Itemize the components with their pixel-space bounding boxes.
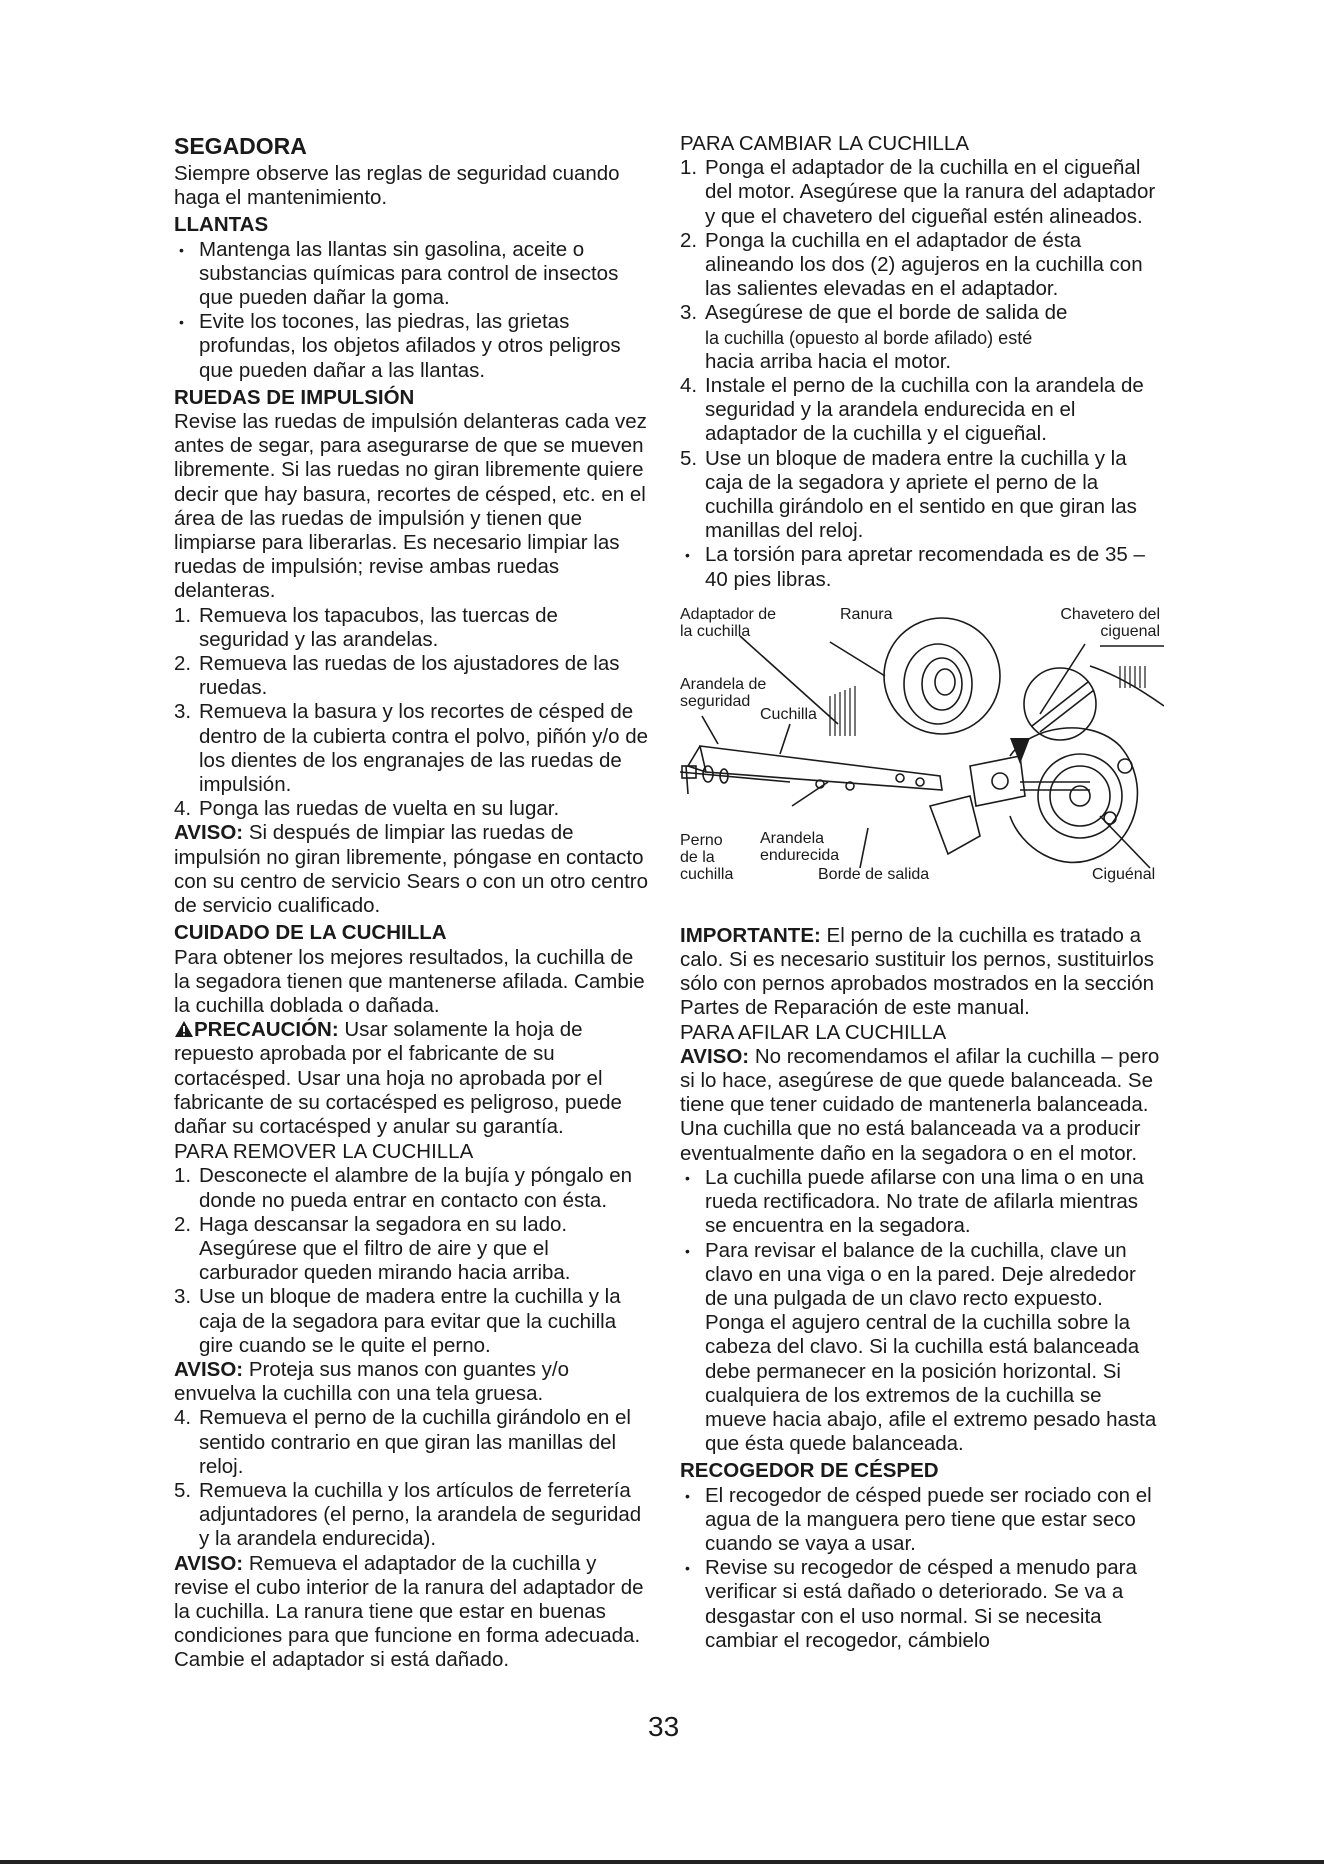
heading-afilar: PARA AFILAR LA CUCHILLA [680, 1020, 947, 1044]
list-item: 5. Remueva la cuchilla y los artículos de ferretería adjuntadores (el perno, la arandela de seguridad y la arandela endurecida). [174, 1478, 642, 1551]
heading-cuidado: CUIDADO DE LA CUCHILLA [174, 921, 447, 945]
list-item: 2. Haga descansar la segadora en su lado. Asegúrese que el filtro de aire y que el carburador queden mirando hacia arriba. [174, 1212, 571, 1285]
heading-ruedas: RUEDAS DE IMPULSIÓN [174, 385, 415, 409]
afilar-list [680, 1166, 1164, 1456]
left-column [174, 132, 650, 1673]
recogedor-list [680, 1484, 1164, 1653]
list-item: • La torsión para apretar recomendada es de 35 – 40 pies libras. [680, 543, 1164, 591]
list-item: 2. Remueva las ruedas de los ajustadores de las ruedas. [174, 652, 620, 700]
list-item: 3. Asegúrese de que el borde de salida de la cuchilla (opuesto al borde afilado) esté hacia arriba hacia el motor. [680, 301, 1068, 373]
label-perno: Perno de la cuchilla [680, 831, 734, 883]
bottom-rule [0, 1860, 1324, 1864]
list-item: 3. Remueva la basura y los recortes de césped de dentro de la cubierta contra el polvo, piñón y/o de los dientes de los engranajes de las ruedas de impulsión. [174, 700, 649, 797]
label-arandela-endurecida: Arandela endurecida [760, 829, 840, 864]
page-number: 33 [648, 1711, 680, 1742]
label-borde: Borde de salida [818, 865, 930, 883]
label-ciguenal: Ciguénal [1092, 865, 1156, 883]
list-item: • Mantenga las llantas sin gasolina, aceite o substancias químicas para control de insectos que pueden dañar la goma. [174, 238, 650, 311]
list-item: 4. Remueva el perno de la cuchilla girándolo en el sentido contrario en que giran las manillas del reloj. [174, 1406, 631, 1478]
cuidado-paragraph: Para obtener los mejores resultados, la cuchilla de la segadora tienen que mantenerse afilada. Cambie la cuchilla doblada o dañada. [174, 945, 645, 1017]
label-chavetero: Chavetero del ciguenal [1060, 605, 1160, 640]
ruedas-steps [174, 604, 650, 822]
section-title-segadora: SEGADORA [174, 133, 307, 159]
blade-assembly-figure [680, 606, 1164, 912]
ruedas-paragraph: Revise las ruedas de impulsión delanteras cada vez antes de segar, para asegurarse de que se mueven libremente. Si las ruedas no giran libremente quiere decir que hay basura, recortes de césped, etc. en el área de las ruedas de impulsión y tienen que limpiarse para liberarlas. Es necesario limpiar las ruedas de impulsión; revise ambas ruedas delanteras. [174, 410, 647, 603]
label-cuchilla: Cuchilla [760, 705, 817, 723]
cambiar-steps [680, 156, 1164, 543]
remover-steps-b [174, 1406, 650, 1551]
label-arandela-seguridad: Arandela de seguridad [680, 675, 767, 710]
list-item: 1. Remueva los tapacubos, las tuercas de seguridad y las arandelas. [174, 603, 558, 651]
label-adaptador: Adaptador de la cuchilla [680, 605, 777, 640]
remover-steps-a [174, 1164, 650, 1358]
ruedas-notice: AVISO: Si después de limpiar las ruedas de impulsión no giran libremente, póngase en contacto con su centro de servicio Sears o con un otro centro de servicio cualificado. [174, 821, 649, 918]
list-item: • La cuchilla puede afilarse con una lima o en una rueda rectificadora. No trate de afilarla mientras se encuentra en la segadora. [680, 1166, 1164, 1239]
list-item: 3. Use un bloque de madera entre la cuchilla y la caja de la segadora para evitar que la cuchilla gire cuando se le quite el perno. [174, 1285, 621, 1357]
remover-notice-1: AVISO: Proteja sus manos con guantes y/o envuelva la cuchilla con una tela gruesa. [174, 1357, 570, 1406]
list-item: 1. Desconecte el alambre de la bujía y póngalo en donde no pueda entrar en contacto con ésta. [174, 1164, 633, 1212]
heading-cambiar: PARA CAMBIAR LA CUCHILLA [680, 132, 969, 155]
warning-icon [174, 1020, 194, 1038]
intro-paragraph: Siempre observe las reglas de seguridad cuando haga el mantenimiento. [174, 162, 620, 210]
list-item: 1. Ponga el adaptador de la cuchilla en el cigueñal del motor. Asegúrese que la ranura del adaptador y que el chavetero del cigueñal estén alineados. [680, 156, 1156, 228]
remover-notice-2: AVISO: Remueva el adaptador de la cuchilla y revise el cubo interior de la ranura del adaptador de la cuchilla. La ranura tiene que estar en buenas condiciones para que funcione en forma adecuada. Cambie el adaptador si está dañado. [174, 1551, 644, 1672]
list-item: • Para revisar el balance de la cuchilla, clave un clavo en una viga o en la pared. Deje alrededor de una pulgada de un clavo recto expuesto. Ponga el agujero central de la cuchilla sobre la cabeza del clavo. Si la cuchilla está balanceada debe permanecer en la posición horizontal. Si cualquiera de los extremos de la cuchilla se mueve hacia abajo, afile el extremo pesado hasta que ésta quede balanceada. [680, 1239, 1164, 1457]
right-column [680, 132, 1164, 1653]
list-item: • El recogedor de césped puede ser rociado con el agua de la manguera pero tiene que estar seco cuando se vaya a usar. [680, 1484, 1164, 1557]
list-item: 2. Ponga la cuchilla en el adaptador de ésta alineando los dos (2) agujeros en la cuchilla con las salientes elevadas en el adaptador. [680, 228, 1143, 301]
heading-remover: PARA REMOVER LA CUCHILLA [174, 1140, 474, 1164]
label-ranura: Ranura [840, 605, 893, 623]
list-item: • Revise su recogedor de césped a menudo para verificar si está dañado o deteriorado. Se va a desgastar con el uso normal. Si se necesita cambiar el recogedor, cámbielo [680, 1556, 1164, 1653]
torque-list [680, 543, 1164, 591]
heading-llantas: LLANTAS [174, 213, 269, 237]
list-item: 5. Use un bloque de madera entre la cuchilla y la caja de la segadora y apriete el perno de la cuchilla girándolo en el sentido en que giran las manillas del reloj. [680, 446, 1137, 543]
list-item: 4. Ponga las ruedas de vuelta en su lugar. [174, 797, 560, 821]
heading-recogedor: RECOGEDOR DE CÉSPED [680, 1459, 939, 1483]
caution-paragraph: PRECAUCIÓN: Usar solamente la hoja de repuesto aprobada por el fabricante de su cortacésped. Usar una hoja no aprobada por el fabricante de su cortacésped es peligroso, puede dañar su cortacésped y anular su garantía. [174, 1018, 622, 1138]
llantas-list [174, 238, 650, 383]
afilar-notice: AVISO: No recomendamos el afilar la cuchilla – pero si lo hace, asegúrese de que quede balanceada. Se tiene que tener cuidado de mantenerla balanceada. Una cuchilla que no está balanceada va a producir eventualmente daño en la segadora o en el motor. [680, 1044, 1160, 1165]
importante-paragraph: IMPORTANTE: El perno de la cuchilla es tratado a calo. Si es necesario sustituir los pernos, sustituirlos sólo con pernos aprobados mostrados en la sección Partes de Reparación de este manual. [680, 923, 1155, 1020]
list-item: 4. Instale el perno de la cuchilla con la arandela de seguridad y la arandela endurecida en el adaptador de la cuchilla y el cigueñal. [680, 374, 1144, 446]
list-item: • Evite los tocones, las piedras, las grietas profundas, los objetos afilados y otros peligros que pueden dañar a las llantas. [174, 310, 650, 383]
